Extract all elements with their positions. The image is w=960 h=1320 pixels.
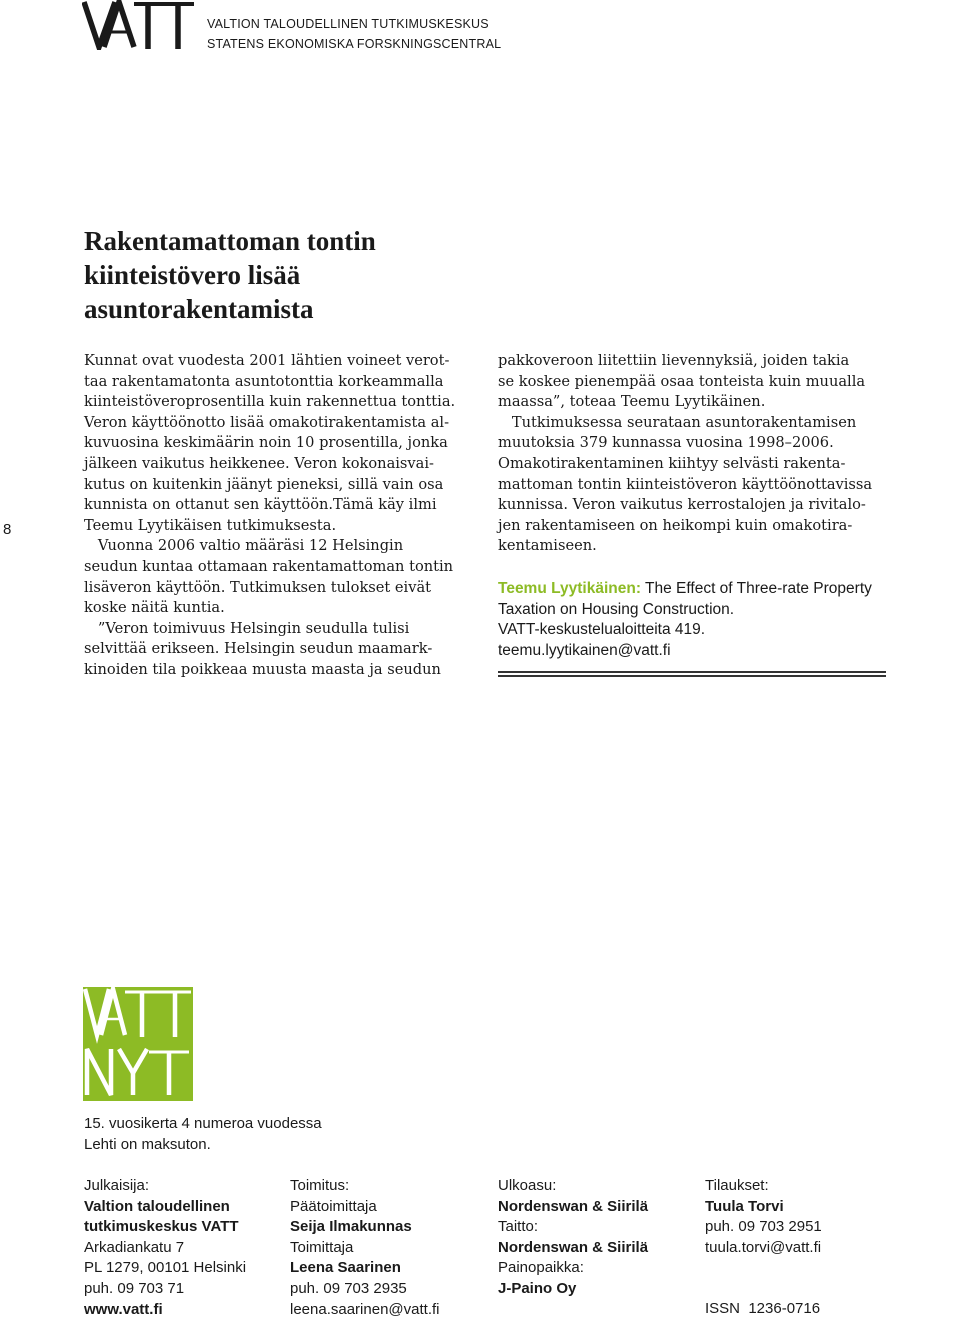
body-line: Teemu Lyytikäisen tutkimuksesta. — [84, 516, 337, 534]
publisher-name: Valtion taloudellinen — [84, 1197, 230, 1215]
title-line: asuntorakentamista — [84, 294, 314, 324]
footer-label: Ulkoasu: — [498, 1177, 557, 1194]
footer-editorial — [290, 1176, 439, 1320]
vatt-nyt-logo — [83, 987, 193, 1101]
title-line: kiinteistövero lisää — [84, 260, 301, 290]
body-line: Kunnat ovat vuodesta 2001 lähtien voineet verot- — [84, 352, 450, 369]
body-line: Tutkimuksessa seurataan asuntorakentamisen — [498, 413, 857, 431]
body-line: seudun kuntaa ottamaan rakentamattoman tontin — [84, 557, 454, 575]
article-title — [84, 224, 484, 326]
page-number: 8 — [3, 521, 12, 538]
footer-label: Tilaukset: — [705, 1177, 769, 1194]
body-line: lisäveron käyttöön. Tutkimuksen tulokset eivät — [84, 578, 432, 596]
footer-label: Julkaisija: — [84, 1177, 150, 1194]
publisher-address: Arkadiankatu 7 — [84, 1238, 185, 1256]
body-line: kinoiden tila poikkeaa muusta maasta ja seudun — [84, 660, 441, 678]
reference-title-part2: Taxation on Housing Construction. — [498, 600, 735, 618]
body-line: kunnissa. Veron vaikutus kerrostalojen ja rivitalo- — [498, 496, 866, 514]
org-name-sv: STATENS EKONOMISKA FORSKNINGSCENTRAL — [207, 37, 502, 51]
body-line: koske näitä kuntia. — [84, 599, 225, 617]
editor-name: Leena Saarinen — [290, 1259, 401, 1277]
reference-title-line — [498, 579, 872, 600]
printer-name: J-Paino Oy — [498, 1279, 577, 1297]
reference-series: VATT-keskustelualoitteita 419. — [498, 621, 706, 638]
divider-rule — [498, 675, 886, 677]
body-line: kentamiseen. — [498, 537, 597, 555]
article-body-right — [498, 351, 872, 557]
body-line: pakkoveroon liitettiin lievennyksiä, joiden takia — [498, 352, 850, 369]
body-line: Omakotirakentaminen kiihtyy selvästi rakenta- — [498, 454, 846, 472]
editor-phone: puh. 09 703 2935 — [290, 1279, 407, 1297]
vatt-logo — [82, 0, 196, 50]
publisher-name: tutkimuskeskus VATT — [84, 1218, 239, 1236]
editor-name: Seija Ilmakunnas — [290, 1218, 412, 1236]
body-line: kutus on kuitenkin jäänyt pieneksi, sillä vain osa — [84, 475, 444, 493]
info-line: 15. vuosikerta 4 numeroa vuodessa — [84, 1115, 322, 1132]
footer-publisher — [84, 1176, 246, 1320]
editor-role: Päätoimittaja — [290, 1197, 377, 1215]
title-line: Rakentamattoman tontin — [84, 226, 376, 256]
editor-role: Toimittaja — [290, 1238, 354, 1256]
body-line: kuvuosina keskimäärin noin 10 prosentilla, jonka — [84, 434, 448, 452]
org-name-fi: VALTION TALOUDELLINEN TUTKIMUSKESKUS — [207, 17, 489, 31]
publisher-phone: puh. 09 703 71 — [84, 1279, 185, 1297]
divider-rule — [498, 671, 886, 673]
body-line: kiinteistöveroprosentilla kuin rakennettua tonttia. — [84, 393, 456, 411]
body-line: kunnista on ottanut sen käyttöön.Tämä käy ilmi — [84, 496, 437, 514]
reference-author: Teemu Lyytikäinen: — [498, 580, 641, 597]
body-line: ”Veron toimivuus Helsingin seudulla tulisi — [84, 619, 410, 637]
body-line: muutoksia 379 kunnassa vuosina 1998–2006. — [498, 434, 834, 452]
editor-email[interactable]: leena.saarinen@vatt.fi — [290, 1300, 440, 1318]
body-line: jen rakentamiseen on heikompi kuin omakotira- — [498, 516, 853, 534]
body-line: maassa”, toteaa Teemu Lyytikäinen. — [498, 393, 766, 411]
footer-label: Taitto: — [498, 1218, 539, 1236]
info-line: Lehti on maksuton. — [84, 1135, 211, 1153]
subscription-contact-name: Tuula Torvi — [705, 1197, 784, 1215]
body-line: Vuonna 2006 valtio määräsi 12 Helsingin — [84, 537, 404, 555]
article-body-left — [84, 351, 455, 681]
footer-subscriptions — [705, 1176, 822, 1258]
footer-label: Painopaikka: — [498, 1259, 584, 1277]
typesetting-name: Nordenswan & Siirilä — [498, 1238, 649, 1256]
footer-layout-print — [498, 1176, 648, 1300]
issn: ISSN 1236-0716 — [705, 1300, 821, 1317]
body-line: selvittää erikseen. Helsingin seudun maamark- — [84, 640, 433, 658]
body-line: mattoman tontin kiinteistöveron käyttöönottavissa — [498, 475, 873, 493]
body-line: Veron käyttöönotto lisää omakotirakentamista al- — [84, 413, 450, 431]
subscription-email[interactable]: tuula.torvi@vatt.fi — [705, 1238, 822, 1256]
layout-name: Nordenswan & Siirilä — [498, 1197, 649, 1215]
reference-title-part1: The Effect of Three-rate Property — [640, 580, 872, 597]
body-line: taa rakentamatonta asuntotonttia korkeammalla — [84, 372, 444, 390]
reference-email[interactable]: teemu.lyytikainen@vatt.fi — [498, 641, 671, 659]
publication-info — [84, 1114, 322, 1155]
body-line: jälkeen vaikutus heikkenee. Veron kokonaisvai- — [84, 454, 434, 472]
subscription-phone: puh. 09 703 2951 — [705, 1218, 822, 1236]
publisher-address: PL 1279, 00101 Helsinki — [84, 1259, 247, 1277]
body-line: se koskee pienempää osaa tonteista kuin muualla — [498, 372, 866, 390]
publisher-website[interactable]: www.vatt.fi — [84, 1300, 163, 1318]
footer-label: Toimitus: — [290, 1177, 350, 1194]
publication-reference — [498, 579, 872, 661]
